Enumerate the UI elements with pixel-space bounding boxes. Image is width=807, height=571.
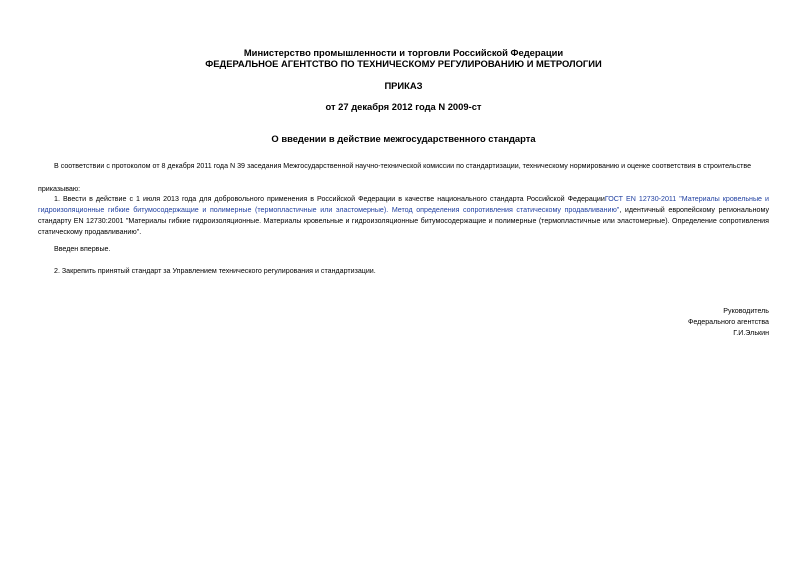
item-1-paragraph — [38, 194, 769, 238]
agency-heading: ФЕДЕРАЛЬНОЕ АГЕНТСТВО ПО ТЕХНИЧЕСКОМУ РЕГУЛИРОВАНИЮ И МЕТРОЛОГИИ — [205, 58, 602, 69]
first-introduced-note: Введен впервые. — [54, 245, 111, 253]
signature-role: Руководитель — [723, 307, 769, 315]
item-1-rest: , идентичный европейскому региональному стандарту EN 12730:2001 "Материалы гибкие гидроизоляционные. Материалы кровельные и гидроизоляционные битумосодержащие и полимерные (термопластичные или эластомерные). Определение сопротивления статическому продавливанию". — [38, 206, 769, 236]
standard-link[interactable]: ГОСТ EN 12730-2011 "Материалы кровельные и гидроизоляционные гибкие битумосодержащие и полимерные (термопластичные или эластомерные). Метод определения сопротивления статическому продавливанию" — [38, 195, 769, 214]
ministry-heading: Министерство промышленности и торговли Российской Федерации — [243, 47, 564, 58]
order-title: О введении в действие межгосударственного стандарта — [271, 133, 536, 144]
item-1-intro: 1. Ввести в действие с 1 июля 2013 года для добровольного применения в Российской Федерации в качестве национального стандарта Российской Федерации — [54, 195, 605, 203]
protocol-paragraph: В соответствии с протоколом от 8 декабря 2011 года N 39 заседания Межгосударственной научно-технической комиссии по стандартизации, техническому нормированию и оценке соответствия в строительстве — [54, 162, 752, 170]
order-heading: ПРИКАЗ — [384, 80, 423, 91]
order-date: от 27 декабря 2012 года N 2009-ст — [325, 101, 482, 112]
signature-agency: Федерального агентства — [687, 318, 769, 326]
item-2-paragraph: 2. Закрепить принятый стандарт за Управлением технического регулирования и стандартизации. — [54, 267, 376, 275]
orders-word: приказываю: — [38, 185, 81, 193]
signature-name: Г.И.Элькин — [733, 329, 769, 337]
